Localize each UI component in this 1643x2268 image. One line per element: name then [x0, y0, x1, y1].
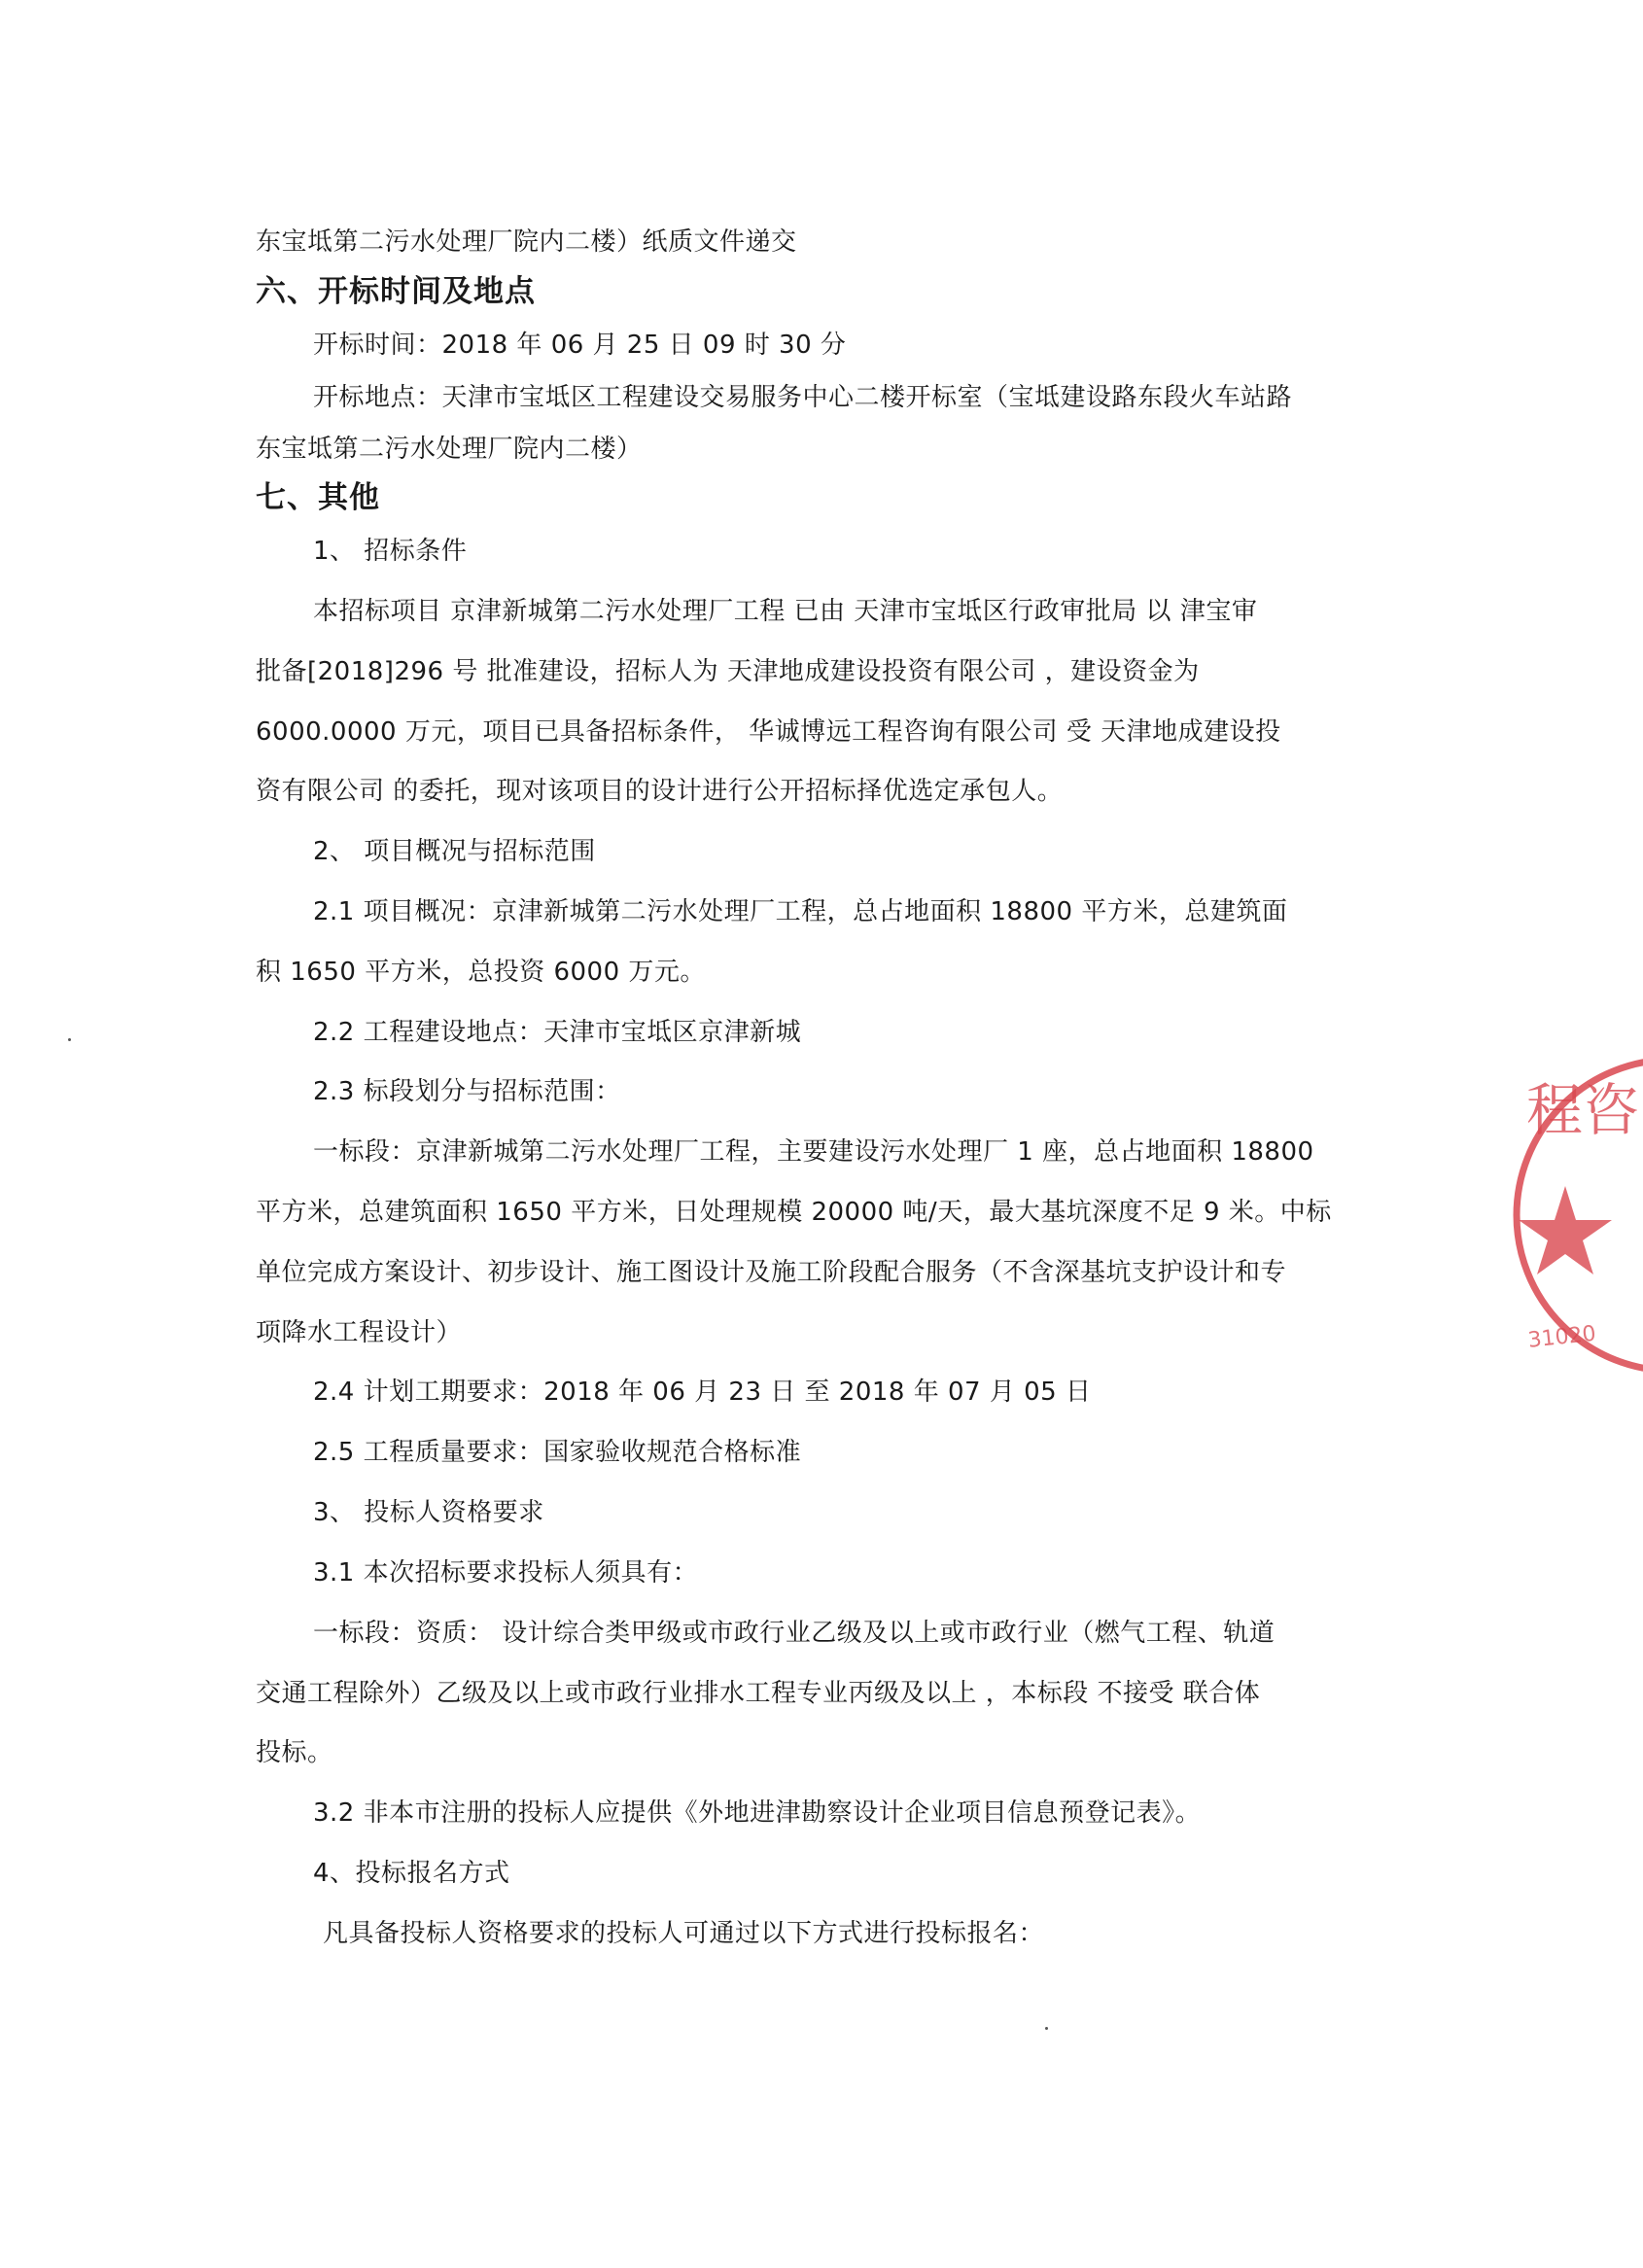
text-line: 2.3 标段划分与招标范围： — [313, 1077, 621, 1106]
text-line: 开标地点：天津市宝坻区工程建设交易服务中心二楼开标室（宝坻建设路东段火车站路 — [313, 383, 1293, 412]
text-line: 6000.0000 万元，项目已具备招标条件， 华诚博远工程咨询有限公司 受 天津地成建设投 — [256, 717, 1281, 747]
seal-text: 程咨 — [1526, 1077, 1640, 1143]
seal-star-icon — [1519, 1186, 1612, 1274]
text-line: 一标段：资质： 设计综合类甲级或市政行业乙级及以上或市政行业（燃气工程、轨道 — [313, 1619, 1276, 1648]
text-line: 2.5 工程质量要求：国家验收规范合格标准 — [313, 1438, 802, 1467]
text-line: 1、 招标条件 — [313, 537, 468, 566]
text-line: 凡具备投标人资格要求的投标人可通过以下方式进行投标报名： — [323, 1919, 1045, 1948]
text-line: 3.1 本次招标要求投标人须具有： — [313, 1558, 699, 1588]
text-line: 积 1650 平方米，总投资 6000 万元。 — [256, 958, 706, 987]
scan-speck — [1045, 2027, 1048, 2030]
text-line: 资有限公司 的委托，现对该项目的设计进行公开招标择优选定承包人。 — [256, 777, 1064, 806]
section-heading-7: 七、其他 — [256, 480, 380, 515]
text-line: 2.2 工程建设地点：天津市宝坻区京津新城 — [313, 1018, 802, 1047]
text-line: 3.2 非本市注册的投标人应提供《外地进津勘察设计企业项目信息预登记表》。 — [313, 1798, 1202, 1828]
seal-code: 31020 — [1526, 1321, 1597, 1353]
text-line: 东宝坻第二污水处理厂院内二楼）纸质文件递交 — [256, 227, 797, 257]
text-line: 一标段：京津新城第二污水处理厂工程，主要建设污水处理厂 1 座，总占地面积 18800 — [313, 1137, 1314, 1167]
text-line: 本招标项目 京津新城第二污水处理厂工程 已由 天津市宝坻区行政审批局 以 津宝审 — [313, 597, 1258, 626]
text-line: 2.1 项目概况：京津新城第二污水处理厂工程，总占地面积 18800 平方米，总建筑面 — [313, 897, 1288, 926]
text-line: 开标时间：2018 年 06 月 25 日 09 时 30 分 — [313, 331, 847, 360]
text-line: 单位完成方案设计、初步设计、施工图设计及施工阶段配合服务（不含深基坑支护设计和专 — [256, 1258, 1287, 1287]
text-line: 投标。 — [256, 1738, 333, 1767]
text-line: 2、 项目概况与招标范围 — [313, 837, 596, 866]
text-line: 平方米，总建筑面积 1650 平方米，日处理规模 20000 吨/天，最大基坑深度不足 9 米。中标 — [256, 1198, 1332, 1227]
scan-speck — [68, 1038, 71, 1041]
text-line: 批备[2018]296 号 批准建设，招标人为 天津地成建设投资有限公司 ，建设资金为 — [256, 657, 1200, 686]
text-line: 项降水工程设计） — [256, 1318, 463, 1347]
text-line: 3、 投标人资格要求 — [313, 1498, 544, 1527]
text-line: 4、投标报名方式 — [313, 1859, 510, 1888]
section-heading-6: 六、开标时间及地点 — [256, 274, 536, 309]
text-line: 交通工程除外）乙级及以上或市政行业排水工程专业丙级及以上 ，本标段 不接受 联合体 — [256, 1679, 1261, 1708]
text-line: 2.4 计划工期要求：2018 年 06 月 23 日 至 2018 年 07 月 05 日 — [313, 1378, 1092, 1407]
text-line: 东宝坻第二污水处理厂院内二楼） — [256, 435, 643, 464]
company-seal-stamp — [1507, 1040, 1643, 1390]
